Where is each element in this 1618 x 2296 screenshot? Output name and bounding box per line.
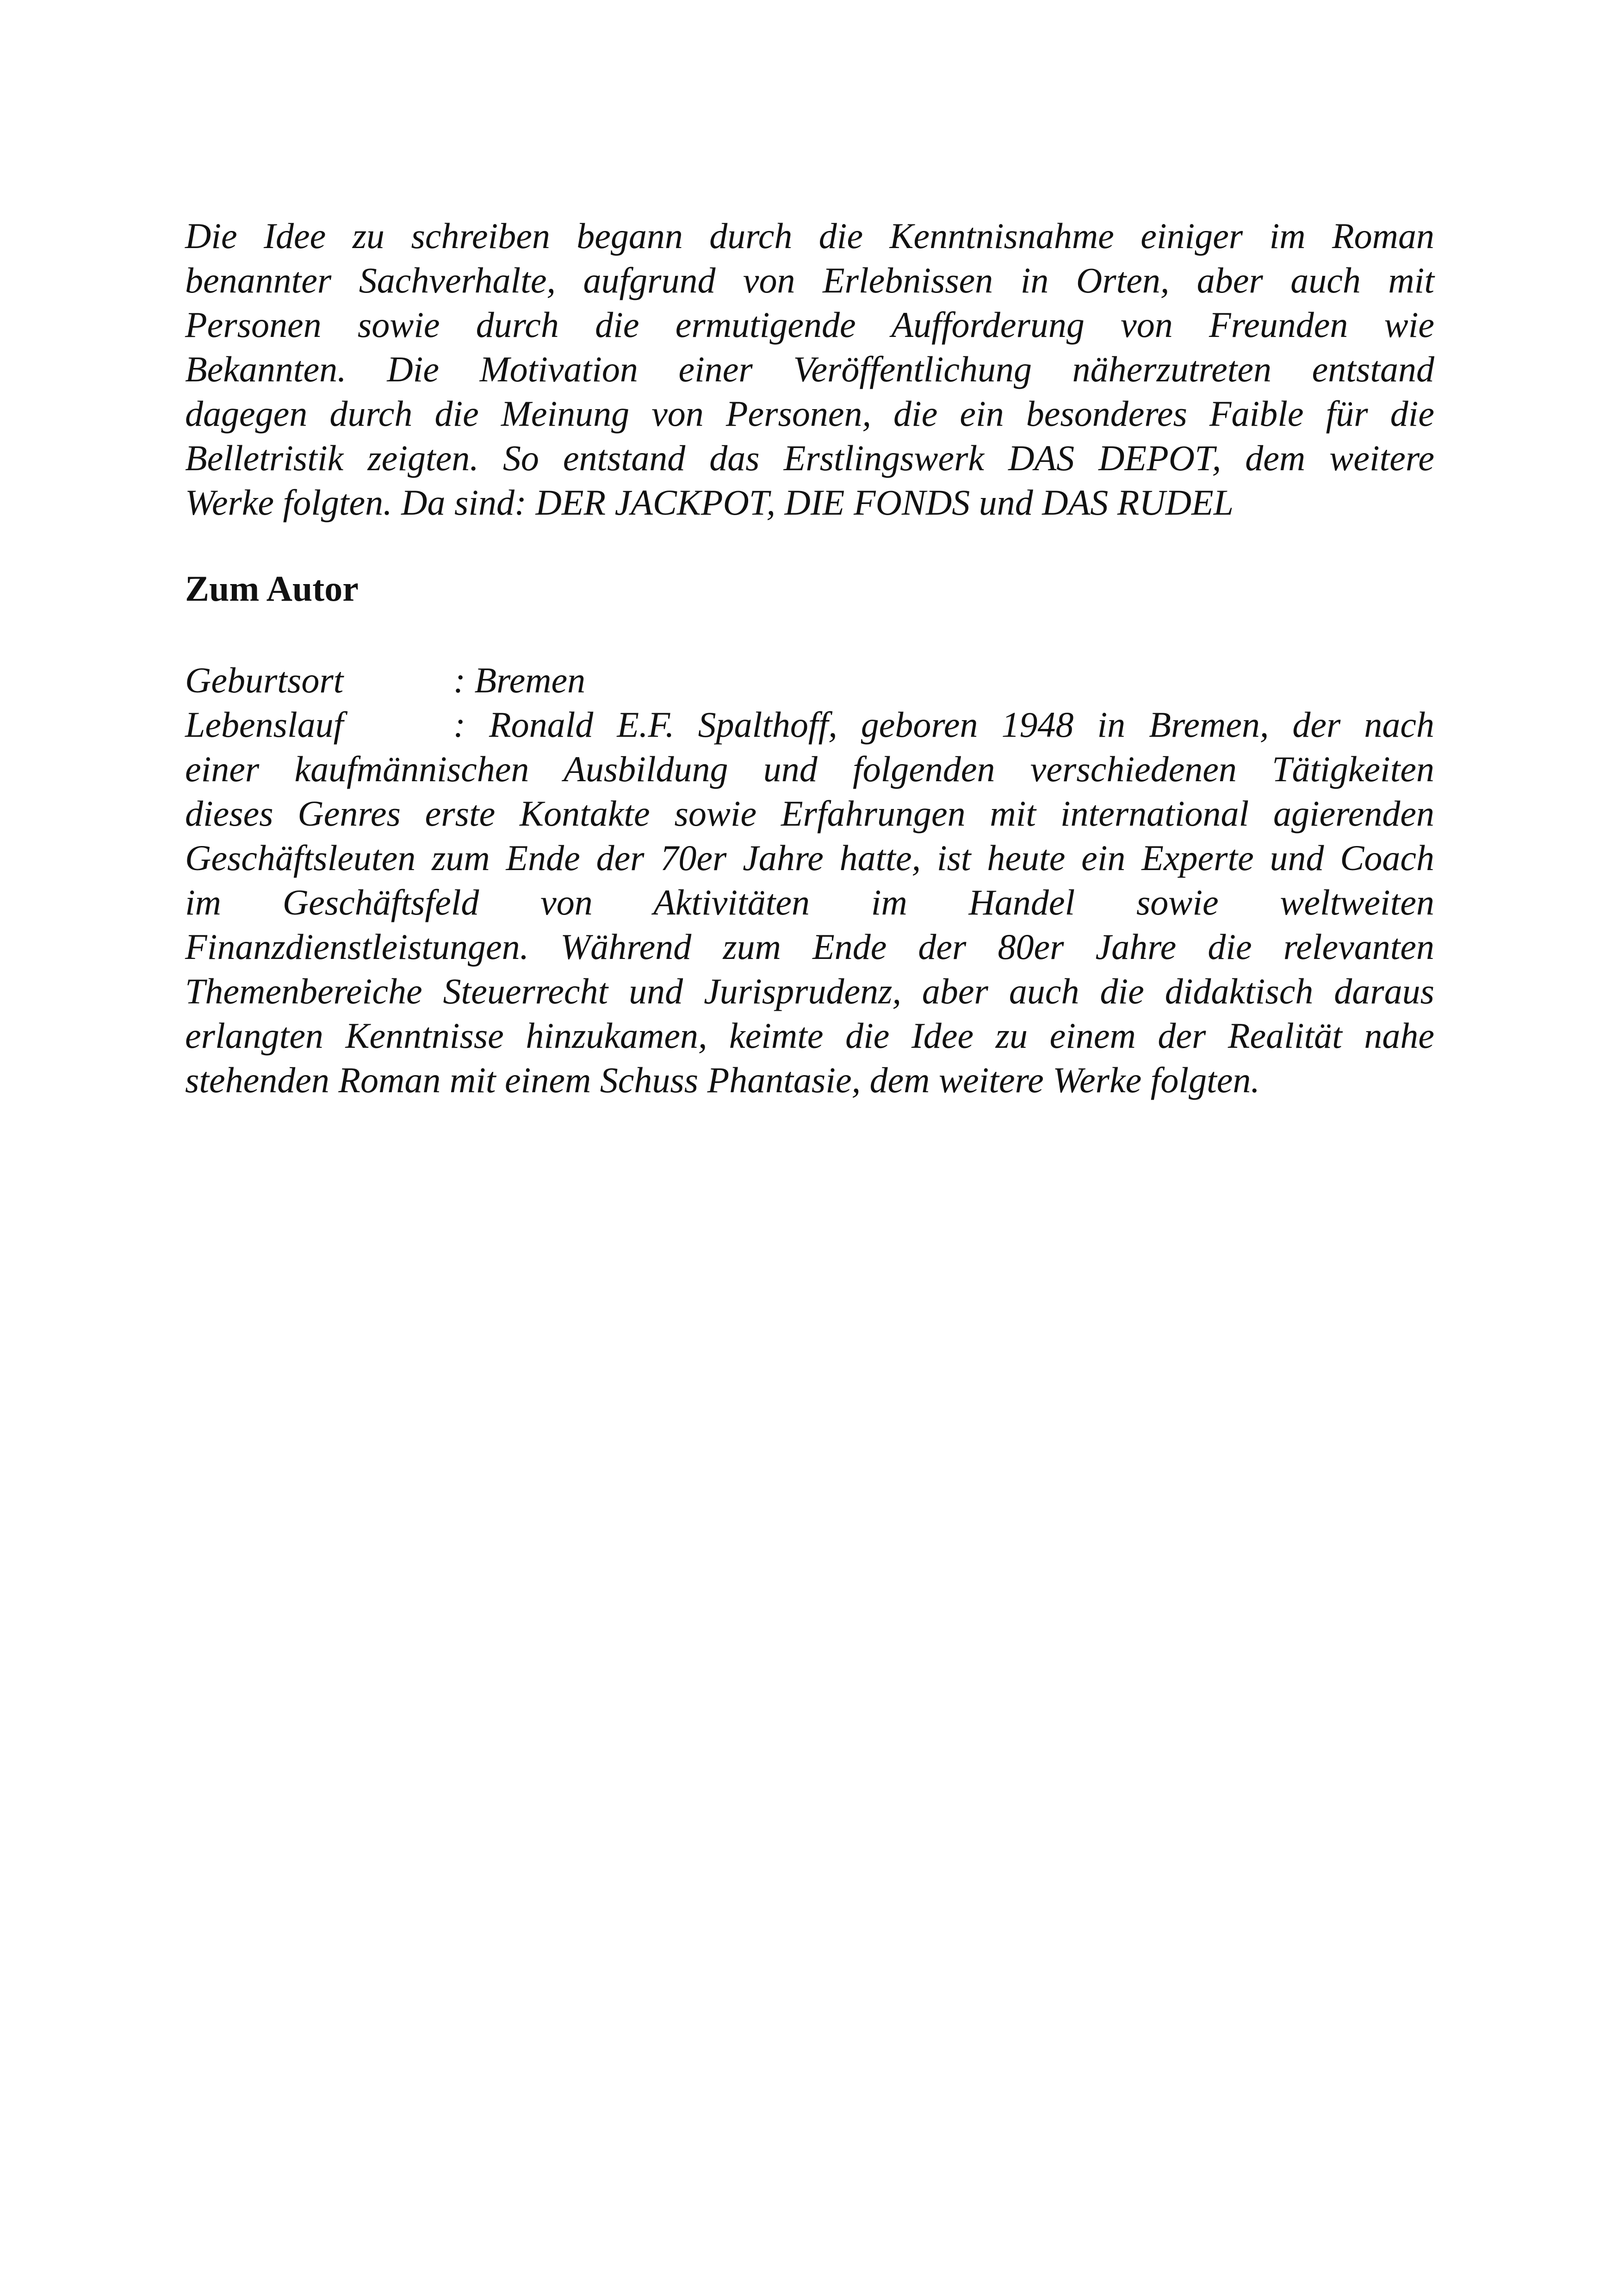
cv-line: erlangten Kenntnisse hinzukamen, keimte die Idee zu einem der Realität nahe	[185, 1015, 1434, 1056]
section-heading: Zum Autor	[185, 568, 359, 609]
author-bio	[185, 658, 1434, 1102]
intro-line: Belletristik zeigten. So entstand das Erstlingswerk DAS DEPOT, dem weitere	[185, 438, 1434, 478]
cv-line: dieses Genres erste Kontakte sowie Erfahrungen mit international agierenden	[185, 793, 1434, 834]
page-content	[185, 214, 1434, 1102]
cv-label: Lebenslauf	[185, 704, 344, 745]
intro-line: Bekannten. Die Motivation einer Veröffentlichung näherzutreten entstand	[185, 349, 1434, 389]
cv-line: im Geschäftsfeld von Aktivitäten im Handel sowie weltweiten	[185, 882, 1434, 922]
intro-line: Personen sowie durch die ermutigende Aufforderung von Freunden wie	[185, 305, 1434, 345]
birthplace-label: Geburtsort	[185, 660, 344, 700]
cv-line: Geschäftsleuten zum Ende der 70er Jahre hatte, ist heute ein Experte und Coach	[185, 838, 1434, 878]
cv-text	[185, 747, 1434, 1102]
cv-first-line: : Ronald E.F. Spalthoff, geboren 1948 in Bremen, der nach	[453, 704, 1434, 745]
intro-paragraph	[185, 214, 1434, 525]
birthplace-value: : Bremen	[453, 660, 586, 700]
cv-line: Themenbereiche Steuerrecht und Jurisprudenz, aber auch die didaktisch daraus	[185, 971, 1434, 1011]
intro-line: benannter Sachverhalte, aufgrund von Erlebnissen in Orten, aber auch mit	[185, 260, 1434, 300]
birthplace-row	[185, 658, 1434, 703]
intro-line: dagegen durch die Meinung von Personen, die ein besonderes Faible für die	[185, 393, 1434, 434]
intro-line: Die Idee zu schreiben begann durch die Kenntnisnahme einiger im Roman	[185, 216, 1434, 256]
cv-line: stehenden Roman mit einem Schuss Phantasie, dem weitere Werke folgten.	[185, 1060, 1260, 1100]
cv-row	[185, 703, 1434, 747]
intro-line: Werke folgten. Da sind: DER JACKPOT, DIE FONDS und DAS RUDEL	[185, 482, 1234, 523]
cv-line: einer kaufmännischen Ausbildung und folgenden verschiedenen Tätigkeiten	[185, 749, 1434, 789]
cv-line: Finanzdienstleistungen. Während zum Ende der 80er Jahre die relevanten	[185, 927, 1434, 967]
